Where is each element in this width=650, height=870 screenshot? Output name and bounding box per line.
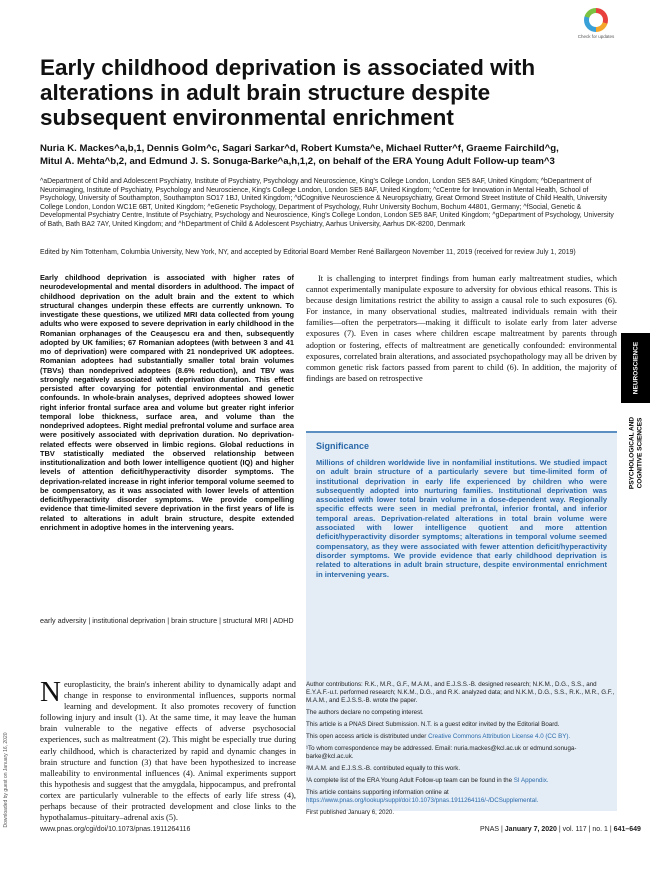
volume: vol. 117 xyxy=(562,826,587,833)
significance-text: Millions of children worldwide live in nonfamilial institutions. We studied impact on adult brain structure of a particularly severe but time-limited form of institutional deprivation in early life experienced by children who were subsequently adopted into nurturing families. Institutional deprivation was associated with lower total brain volume in a dose-dependent way. Regionally specific effects were seen in medial prefrontal, inferior frontal, and inferior temporal areas. Deprivation-related alterations in total brain volume were associated with lower intelligence quotient and more attention deficit/hyperactivity disorder symptoms; alterations in temporal volume seemed compensatory, as they were associated with fewer attention deficit/hyperactivity disorder symptoms. We provide evidence that early childhood deprivation is related to alterations in adult brain structure, despite environmental enrichment in intervening years. xyxy=(316,458,607,579)
journal-citation: PNAS | January 7, 2020 | vol. 117 | no. 1 | 641–649 xyxy=(480,826,641,833)
edited-by-note: Edited by Nim Tottenham, Columbia University, New York, NY, and accepted by Editorial Board Member René Baillargeon November 11, 2019 (received for review July 1, 2019) xyxy=(40,249,576,256)
section-tab-psychology xyxy=(621,403,650,503)
affiliations: ^aDepartment of Child and Adolescent Psychiatry, Institute of Psychiatry, Psychology and Neuroscience, King's College London, London SE5 8AF, United Kingdom; ^bDepartment of Neuroimaging, Institute of Psychiatry, Psychology and Neuroscience, King's College London, London SE5 8AF, United Kingdom; ^cCentre for Innovation in Mental Health, School of Psychology, University of Southampton, Southampton SO17 1BJ, United Kingdom; ^dCognitive Neuroscience & Neuropsychiatry, Great Ormond Street Institute of Child Health, University College London, London WC1E 6BT, United Kingdom; ^eGenetic Psychology, Department of Psychology, Ruhr University Bochum, Bochum 44801, Germany; ^fSocial, Genetic & Developmental Psychiatry Centre, Institute of Psychiatry, Psychology and Neuroscience, King's College London, London SE5 8AF, United Kingdom; ^gDepartment of Psychology, University of Bath, Bath BA2 7AY, United Kingdom; and ^hDepartment of Child & Adolescent Psychiatry, Aarhus University, Aarhus DK-8200, Denmark xyxy=(40,178,614,228)
section-tab-neuroscience xyxy=(621,333,650,403)
open-access-note: This open access article is distributed under Creative Commons Attribution License 4.0 (CC BY). xyxy=(306,733,571,740)
intro-paragraph-right: It is challenging to interpret findings from human early maltreatment studies, which cannot experimentally manipulate exposure to adversity for obvious ethical reasons. This is because design limitations restrict the ability to assign a causal role to such exposures (6). For instance, in many observational studies, maltreated individuals remain with their families—often the perpetrators—making it difficult to isolate early from later adverse exposures (7). Even in cases where children escape maltreatment by parents through adoption or fostering, effects of maltreatment are genetically confounded: environmental exposures, correlated brain alterations, and associated psychopathology may all be driven by common genetic risk factors passed from parent to child (6). In addition, the majority of findings are based on retrospective xyxy=(306,274,617,383)
journal-name: PNAS xyxy=(480,826,500,833)
issue: no. 1 xyxy=(592,826,608,833)
intro-paragraph-left xyxy=(40,676,296,823)
direct-submission-note: This article is a PNAS Direct Submission. N.T. is a guest editor invited by the Editorial Board. xyxy=(306,721,560,728)
doi-url[interactable]: www.pnas.org/cgi/doi/10.1073/pnas.1911264116 xyxy=(40,826,191,833)
psychology-label: PSYCHOLOGICAL AND COGNITIVE SCIENCES xyxy=(628,416,643,490)
supplemental-link[interactable]: https://www.pnas.org/lookup/suppl/doi:10.1073/pnas.1911264116/-/DCSupplemental. xyxy=(306,797,539,804)
abstract: Early childhood deprivation is associated with higher rates of neurodevelopmental and mental disorders in adulthood. The impact of childhood deprivation on the adult brain and the extent to which structural changes underpin these effects are currently unknown. To investigate these questions, we utilized MRI data collected from young adults who were exposed to severe deprivation in early childhood in the Romanian orphanages of the Ceaușescu era and then, subsequently adopted by UK families; 67 Romanian adoptees (with between 3 and 41 mo of deprivation) were compared with 21 nondeprived UK adoptees. Romanian adoptees had substantially smaller total brain volumes (TBVs) than nondeprived adoptees (8.6% reduction), and TBV was strongly negatively associated with deprivation duration. This effect persisted after covarying for potential environmental and genetic confounds. In whole-brain analyses, deprived adoptees showed lower right inferior frontal surface area and volume but greater right inferior temporal lobe thickness, surface area, and volume than the nondeprived adoptees. Right medial prefrontal volume and surface area were positively associated with deprivation duration. No deprivation-related effects were observed in limbic regions. Global reductions in TBV statistically mediated the observed relationship between institutionalization and both lower intelligence quotient (IQ) and higher levels of attention deficit/hyperactivity disorder symptoms. The deprivation-related increase in right inferior temporal volume seemed to be compensatory, as it was associated with lower levels of attention deficit/hyperactivity disorder symptoms. We provide compelling evidence that time-limited severe deprivation in the first years of life is related to alterations in adult brain structure, despite extended enrichment in adoptive homes in the intervening years. xyxy=(40,273,294,532)
si-appendix-link[interactable]: SI Appendix. xyxy=(513,777,549,784)
license-link[interactable]: Creative Commons Attribution License 4.0 (CC BY). xyxy=(428,733,571,740)
supporting-info-note: This article contains supporting information online at https://www.pnas.org/lookup/suppl/doi:10.1073/pnas.1911264116/-/DCSupplemental. xyxy=(306,789,539,804)
author-list: Nuria K. Mackes^a,b,1, Dennis Golm^c, Sagari Sarkar^d, Robert Kumsta^e, Michael Rutter^f, Graeme Fairchild^g, Mitul A. Mehta^b,2, and Edmund J. S. Sonuga-Barke^a,h,1,2, on behalf of the ERA Young Adult Follow-up team^3 xyxy=(40,143,559,167)
intro-left-text: europlasticity, the brain's inherent ability to dynamically adapt and change in response to environmental influences, supports normal learning and development. It also promotes recovery of function following injury and insult (1). At the same time, it may leave the human brain vulnerable to the negative effects of adverse psychosocial experiences, such as maltreatment (2). This might be especially true during early childhood, which is characterized by rapid and dynamic changes in brain structure and function (3) that have been hypothesized to increase malleability to environmental influences (4). Animal experiments support this hypothesis and suggest that the amygdala, hippocampus, and prefrontal cortex are particularly vulnerable to the effects of early life stress (4), perhaps because of their protracted development and close links to the hypothalamus–pituitary–adrenal axis (5). xyxy=(40,680,296,823)
keywords: early adversity | institutional deprivation | brain structure | structural MRI | ADHD xyxy=(40,616,294,625)
check-for-updates-badge[interactable] xyxy=(577,8,615,39)
publication-date: January 7, 2020 xyxy=(504,826,557,833)
equal-contribution-note: ²M.A.M. and E.J.S.S.-B. contributed equally to this work. xyxy=(306,765,461,772)
check-updates-label: Check for updates xyxy=(577,34,615,39)
neuroscience-label: NEUROSCIENCE xyxy=(631,341,639,395)
download-watermark xyxy=(1,700,11,860)
page-range: 641–649 xyxy=(613,826,641,833)
article-title: Early childhood deprivation is associated with alterations in adult brain structure despite subsequent environmental enrichment xyxy=(40,55,536,130)
significance-heading: Significance xyxy=(316,441,370,451)
author-contributions: Author contributions: R.K., M.R., G.F., M.A.M., and E.J.S.S.-B. designed research; N.K.M., D.G., S.S., and E.Y.A.F.-u.t. performed research; N.K.M., D.G., and R.K. analyzed data; and N.K.M., D.G., S.S., R.K., M.R., G.F., M.A.M., and E.J.S.S.-B. wrote the paper. xyxy=(306,681,615,704)
author-notes xyxy=(306,681,617,821)
published-date: First published January 6, 2020. xyxy=(306,809,395,816)
check-updates-icon xyxy=(584,8,608,32)
correspondence-note: ¹To whom correspondence may be addressed. Email: nuria.mackes@kcl.ac.uk or edmund.sonuga-barke@kcl.ac.uk. xyxy=(306,745,577,760)
download-text: Downloaded by guest on January 16, 2020 xyxy=(3,732,9,828)
drop-cap: N xyxy=(40,676,61,708)
competing-interest: The authors declare no competing interest. xyxy=(306,709,424,716)
team-note: ³A complete list of the ERA Young Adult Follow-up team can be found in the SI Appendix. xyxy=(306,777,549,784)
